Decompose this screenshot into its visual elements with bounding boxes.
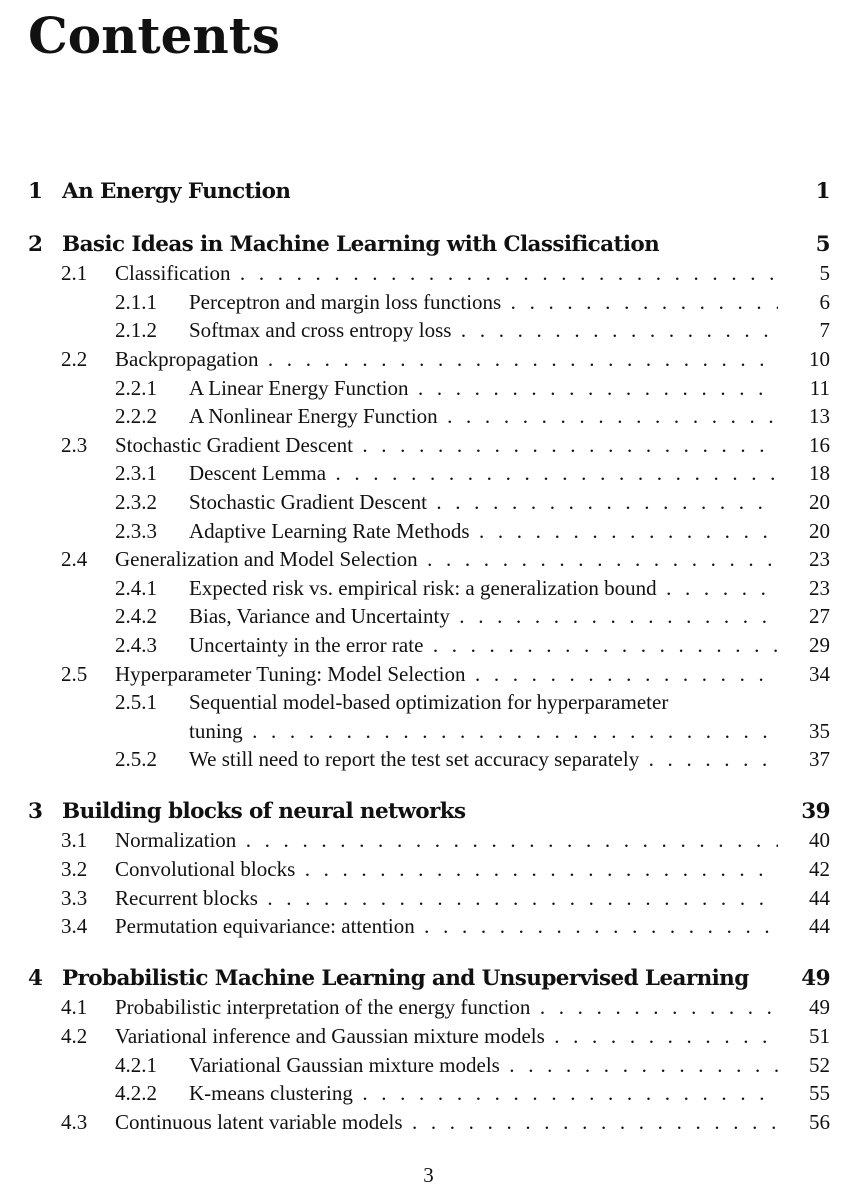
toc-title: Adaptive Learning Rate Methods	[189, 518, 470, 543]
toc-title: Building blocks of neural networks	[62, 798, 466, 824]
toc-number: 4.2	[61, 1024, 88, 1049]
toc-title: Probabilistic interpretation of the energy function	[115, 995, 531, 1020]
toc-title: Classification	[115, 261, 231, 286]
toc-number: 2.1	[61, 261, 88, 286]
toc-page: 49	[809, 995, 830, 1020]
toc-subsection-2-5-2[interactable]	[28, 745, 830, 774]
toc-section-3-3[interactable]	[28, 884, 830, 913]
toc-section-2-5[interactable]	[28, 660, 830, 689]
toc-chapter-4[interactable]	[28, 965, 830, 994]
toc-page: 34	[809, 661, 830, 686]
toc-title: Stochastic Gradient Descent	[115, 432, 353, 457]
toc-page: 5	[815, 231, 830, 257]
toc-page: 10	[809, 346, 830, 371]
toc-subsection-2-5-1[interactable]	[28, 688, 830, 717]
toc-number: 4.2.1	[115, 1052, 157, 1077]
toc-number: 2.2	[61, 346, 88, 371]
toc-page: 55	[809, 1081, 830, 1106]
toc-section-3-2[interactable]	[28, 855, 830, 884]
toc-page: 44	[809, 914, 830, 939]
toc-number: 2.4.1	[115, 575, 157, 600]
toc-subsection-2-3-3[interactable]	[28, 517, 830, 546]
toc-number: 2.5.2	[115, 747, 157, 772]
toc-page: 23	[809, 547, 830, 572]
toc-page: 7	[819, 318, 830, 343]
toc-subsection-2-4-3[interactable]	[28, 631, 830, 660]
toc-page: 49	[801, 965, 830, 991]
toc-page: 51	[809, 1024, 830, 1049]
toc-subsection-2-3-1[interactable]	[28, 459, 830, 488]
toc-title: Variational Gaussian mixture models	[189, 1052, 500, 1077]
toc-section-2-2[interactable]	[28, 345, 830, 374]
toc-section-3-1[interactable]	[28, 826, 830, 855]
toc-page: 1	[815, 179, 830, 204]
toc-title: Softmax and cross entropy loss	[189, 318, 452, 343]
toc-title: Hyperparameter Tuning: Model Selection	[115, 661, 466, 686]
toc-title: Permutation equivariance: attention	[115, 914, 415, 939]
toc-number: 3.2	[61, 857, 88, 882]
toc-page: 5	[819, 261, 830, 286]
toc-title: An Energy Function	[62, 179, 291, 204]
toc-title: Backpropagation	[115, 346, 259, 371]
toc-page: 29	[809, 632, 830, 657]
toc-section-2-1[interactable]	[28, 259, 830, 288]
toc-title: Convolutional blocks	[115, 857, 296, 882]
toc-number: 3.3	[61, 885, 88, 910]
toc-title: Expected risk vs. empirical risk: a generalization bound	[189, 575, 657, 600]
toc-page: 20	[809, 489, 830, 514]
toc-page: 13	[809, 404, 830, 429]
toc-subsection-4-2-2[interactable]	[28, 1079, 830, 1108]
toc-page: 40	[809, 828, 830, 853]
table-of-contents	[28, 178, 830, 1136]
toc-page: 42	[809, 857, 830, 882]
toc-subsection-2-1-1[interactable]	[28, 288, 830, 317]
toc-number: 2.2.1	[115, 375, 157, 400]
toc-title: Sequential model-based optimization for hyperparameter	[189, 690, 669, 715]
toc-number: 2.5	[61, 661, 88, 686]
toc-number: 2.3	[61, 432, 88, 457]
toc-number: 4.3	[61, 1109, 88, 1134]
toc-page: 11	[809, 375, 830, 400]
toc-title: Generalization and Model Selection	[115, 547, 418, 572]
toc-title: Normalization	[115, 828, 237, 853]
toc-number: 2.3.2	[115, 489, 157, 514]
toc-number: 3.4	[61, 914, 88, 939]
toc-section-2-3[interactable]	[28, 431, 830, 460]
toc-number: 2.1.2	[115, 318, 157, 343]
toc-page: 35	[809, 718, 830, 743]
toc-number: 1	[28, 179, 43, 204]
toc-number: 4.2.2	[115, 1081, 157, 1106]
toc-number: 2.5.1	[115, 690, 157, 715]
toc-number: 4.1	[61, 995, 88, 1020]
toc-number: 2.2.2	[115, 404, 157, 429]
toc-number: 2.3.3	[115, 518, 157, 543]
toc-page: 52	[809, 1052, 830, 1077]
toc-subsection-2-4-1[interactable]	[28, 574, 830, 603]
toc-page: 16	[809, 432, 830, 457]
toc-title: We still need to report the test set accuracy separately	[189, 747, 640, 772]
toc-page: 23	[809, 575, 830, 600]
toc-number: 2.4	[61, 547, 88, 572]
toc-title: K-means clustering	[189, 1081, 353, 1106]
toc-title: Bias, Variance and Uncertainty	[189, 604, 450, 629]
toc-title: Variational inference and Gaussian mixture models	[115, 1024, 545, 1049]
toc-section-4-1[interactable]	[28, 993, 830, 1022]
toc-title: A Linear Energy Function	[189, 375, 409, 400]
toc-title: Basic Ideas in Machine Learning with Classification	[62, 231, 660, 257]
toc-page: 20	[809, 518, 830, 543]
toc-title: Stochastic Gradient Descent	[189, 489, 427, 514]
page-number: 3	[423, 1163, 434, 1187]
toc-page: 6	[819, 289, 830, 314]
toc-number: 4	[28, 965, 43, 991]
toc-title: Descent Lemma	[189, 461, 327, 486]
toc-page: 56	[809, 1109, 830, 1134]
toc-subsection-4-2-1[interactable]	[28, 1051, 830, 1080]
toc-title: Continuous latent variable models	[115, 1109, 403, 1134]
toc-subsection-2-2-1[interactable]	[28, 374, 830, 403]
toc-title: Uncertainty in the error rate	[189, 632, 424, 657]
toc-title: Perceptron and margin loss functions	[189, 289, 502, 314]
toc-title: Probabilistic Machine Learning and Unsupervised Learning	[62, 965, 749, 991]
toc-chapter-2[interactable]	[28, 231, 830, 260]
toc-section-4-3[interactable]	[28, 1108, 830, 1137]
toc-number: 3	[28, 798, 43, 824]
toc-subsection-2-1-2[interactable]	[28, 316, 830, 345]
toc-chapter-1[interactable]	[28, 178, 830, 207]
toc-section-3-4[interactable]	[28, 912, 830, 941]
toc-number: 3.1	[61, 828, 88, 853]
toc-title: A Nonlinear Energy Function	[189, 404, 438, 429]
toc-number: 2.4.2	[115, 604, 157, 629]
toc-chapter-3[interactable]	[28, 798, 830, 827]
toc-number: 2.3.1	[115, 461, 157, 486]
toc-page: 44	[809, 885, 830, 910]
toc-subsection-2-2-2[interactable]	[28, 402, 830, 431]
toc-number: 2	[28, 231, 43, 257]
toc-subsection-2-5-1-continued[interactable]	[28, 717, 830, 746]
toc-page: 37	[809, 747, 830, 772]
toc-page: 39	[801, 798, 830, 824]
toc-subsection-2-4-2[interactable]	[28, 602, 830, 631]
toc-section-4-2[interactable]	[28, 1022, 830, 1051]
page-title: Contents	[28, 6, 281, 65]
toc-section-2-4[interactable]	[28, 545, 830, 574]
toc-subsection-2-3-2[interactable]	[28, 488, 830, 517]
toc-title: tuning	[189, 718, 243, 743]
toc-page: 27	[809, 604, 830, 629]
toc-title: Recurrent blocks	[115, 885, 258, 910]
toc-number: 2.4.3	[115, 632, 157, 657]
toc-page: 18	[809, 461, 830, 486]
toc-number: 2.1.1	[115, 289, 157, 314]
